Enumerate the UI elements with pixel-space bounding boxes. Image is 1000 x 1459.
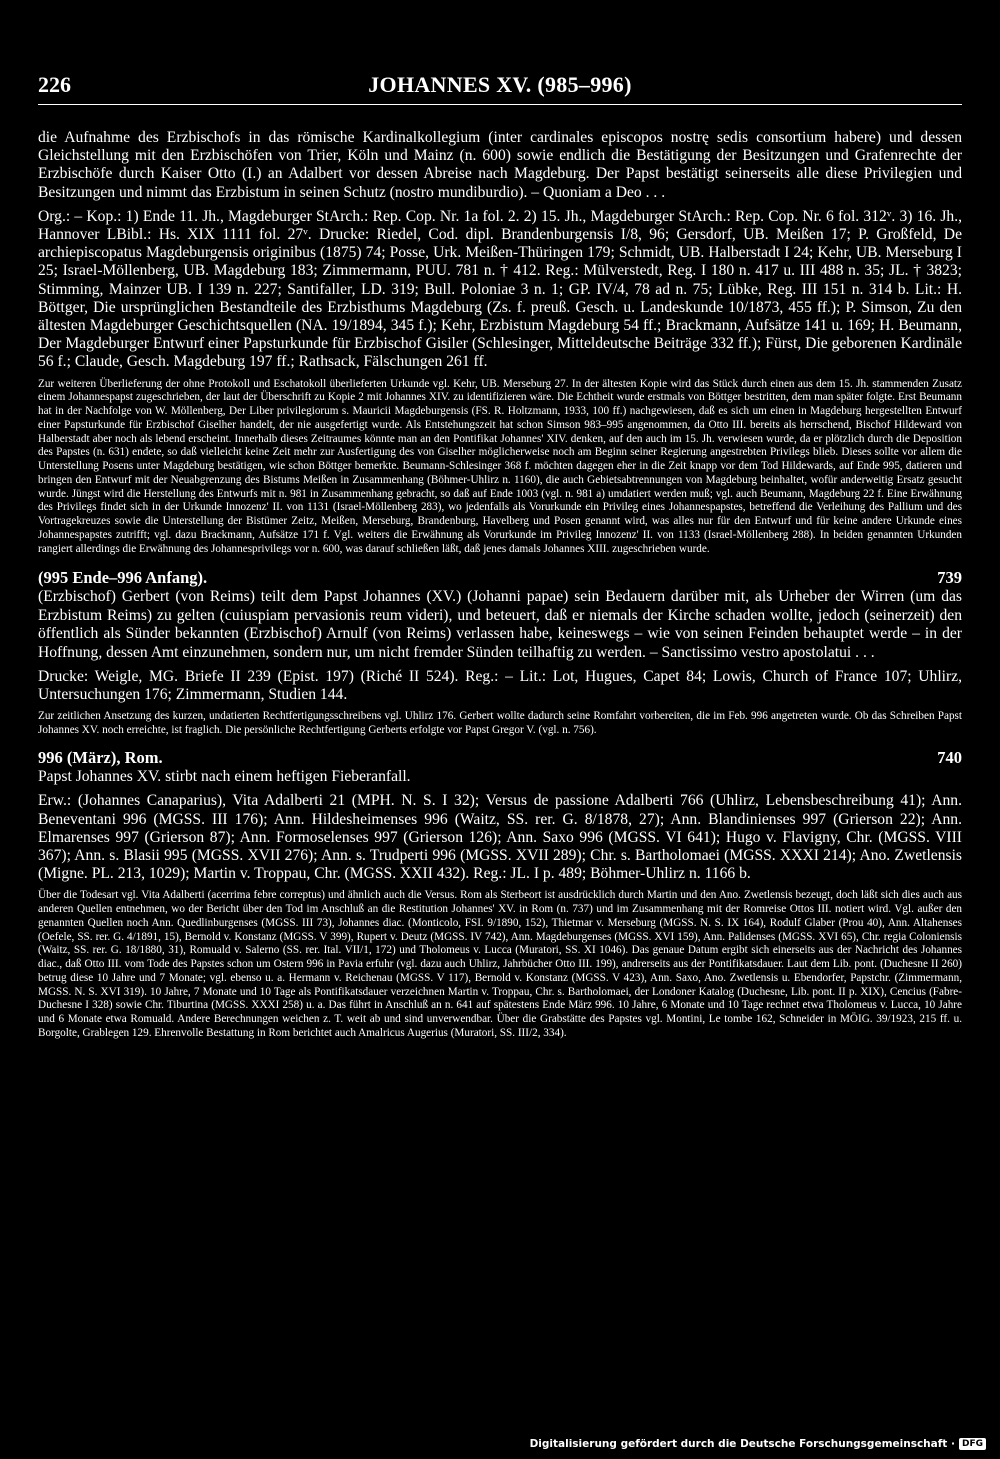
dfg-logo: DFG xyxy=(959,1438,986,1450)
running-title: JOHANNES XV. (985–996) xyxy=(368,72,632,97)
commentary: Zur weiteren Überlieferung der ohne Protokoll und Eschatokoll überlieferten Urkunde vgl. Kehr, UB. Merseburg 27. In der ältesten Kopie wird das Stück durch einen aus dem 15. Jh. stammenden Zusatz einem Johannespapst zugeschrieben, der laut der Überschrift zu Kopie 2 mit Johannes XIV. zu identifizieren wäre. Die Echtheit wurde erstmals von Böttger bestritten, dem man später folgte. Erst Beumann hat in der Nachfolge von W. Möllenberg, Der Liber privilegiorum s. Mauricii Magdeburgensis (FS. R. Holtzmann, 1933, 100 ff.) nachgewiesen, daß es sich um einen in Magdeburg hergestellten Entwurf einer Papsturkunde für Erzbischof Giselher handelt, der nie ausgefertigt wurde. Als Entstehungszeit hat schon Simson 983–995 angenommen, da Otto III. bereits als herrschend, Bischof Hildeward von Halberstadt aber noch als lebend erscheint. Innerhalb dieses Zeitraumes könnte man an den Pontifikat Johannes' XIV. denken, auf den auch im 15. Jh. verwiesen wurde, da er plötzlich durch die Deposition des Papstes (n. 631) endete, so daß vielleicht keine Zeit mehr zur Ausfertigung des von Giselher möglicherweise noch am Beginn seiner Regierung angestrebten Privilegs blieb. Dieses sollte vor allem die Unterstellung Posens unter Magdeburg bestätigen, wie schon Böttger bemerkte. Beumann-Schlesinger 368 f. möchten dagegen eher in die Zeit knapp vor dem Tod Hildewards, auf Ende 995, datieren und bringen den Entwurf mit der Neuabgrenzung des Bistums Meißen in Zusammenhang (Böhmer-Uhlirz n. 1160), die auch Gebietsabtrennungen von Magdeburg beinhaltet, wofür anderweitig Ersatz gesucht wurde. Jüngst wird die Herstellung des Entwurfs mit n. 981 in Zusammenhang gebracht, so daß auf Ende 1003 (vgl. n. 981 a) umdatiert werden muß; vgl. auch Beumann, Magdeburg 22 f. Eine Erwähnung des Privilegs findet sich in der Urkunde Innozenz' II. von 1131 (Israel-Möllenberg 283), wo jedenfalls als Vorurkunde ein Privileg eines Johannespapstes, betreffend die Verleihung des Pallium und des Vortragekreuzes sowie die Unterstellung der Bistümer Zeitz, Meißen, Merseburg, Brandenburg, Havelberg und Posen genannt wird, was alles nur für den Entwurf und für keine andere Urkunde eines Johannespapstes zutrifft; vgl. dazu Brackmann, Aufsätze 171 f. Vgl. weiters die Erwähnung als Vorurkunde im Privileg Innozenz' II. von 1133 (Israel-Möllenberg 288). In beiden genannten Urkunden rangiert allerdings die Erwähnung des Johannesprivilegs vor n. 600, was darauf schließen läßt, daß jenes damals Johannes XIII. zugeschrieben wurde. xyxy=(38,377,962,555)
sources-and-literature: Org.: – Kop.: 1) Ende 11. Jh., Magdeburger StArch.: Rep. Cop. Nr. 1a fol. 2. 2) 15. Jh., Magdeburger StArch.: Rep. Cop. Nr. 6 fol. 312ᵛ. 3) 16. Jh., Hannover LBibl.: Hs. XIX 1111 fol. 27ᵛ. Drucke: Riedel, Cod. dipl. Brandenburgensis I/8, 96; Gersdorf, UB. Meißen 17; P. Großfeld, De archiepiscopatus Magdeburgensis originibus (1875) 74; Posse, Urk. Meißen-Thüringen 179; Schmidt, UB. Halberstadt I 24; Kehr, UB. Merseburg I 25; Israel-Möllenberg, UB. Magdeburg 183; Zimmermann, PUU. 781 n. † 412. Reg.: Mülverstedt, Reg. I 180 n. 417 u. III 488 n. 35; JL. † 3823; Stimming, Mainzer UB. I 139 n. 227; Santifaller, LD. 319; Bull. Poloniae 3 n. 1; GP. IV/4, 78 ad n. 75; Lübke, Reg. III 151 n. 314 b. Lit.: H. Böttger, Die ursprünglichen Bestandteile des Erzbisthums Magdeburg (Zs. f. preuß. Gesch. u. Landeskunde 10/1873, 455 ff.); P. Simson, Zu den ältesten Magdeburger Geschichtsquellen (NA. 19/1894, 345 f.); Kehr, Erzbistum Magdeburg 54 ff.; Brackmann, Aufsätze 141 u. 169; H. Beumann, Der Magdeburger Entwurf einer Papsturkunde für Erzbischof Gisiler (Schlesinger, Mitteldeutsche Beiträge 332 ff.); Fürst, Die geborenen Kardinäle 56 f.; Claude, Gesch. Magdeburg 197 ff.; Rathsack, Fälschungen 261 ff. xyxy=(38,207,962,371)
digitization-footer xyxy=(530,1438,986,1450)
page-content xyxy=(38,129,962,1041)
regest-739 xyxy=(38,568,962,738)
regest-text: Papst Johannes XV. stirbt nach einem heftigen Fieberanfall. xyxy=(38,767,411,785)
footer-text: Digitalisierung gefördert durch die Deutsche Forschungsgemeinschaft · xyxy=(529,1438,955,1450)
header-rule xyxy=(38,104,962,105)
regest-text: (Erzbischof) Gerbert (von Reims) teilt dem Papst Johannes (XV.) (Johanni papae) sein Bedauern darüber mit, als Urheber der Wirren (um das Erzbistum Reims) zu gelten (cuiuspiam pervasionis reum videri), und beteuert, daß er niemals der Kirche schaden wollte, jedoch (seinerzeit) den öffentlich als Sünder bekannten (Erzbischof) Arnulf (von Reims) verlassen habe, keineswegs – wie von seinen Feinden behauptet werde – in der Hoffnung, dessen Amt einzunehmen, sondern nur, um nicht fremder Sünden teilhaftig zu werden. – Sanctissimo vestro apostolatui . . . xyxy=(38,588,962,661)
regest-date: (995 Ende–996 Anfang). xyxy=(38,568,208,588)
regest-text: die Aufnahme des Erzbischofs in das römische Kardinalkollegium (inter cardinales episcopos nostrę sedis consortium habere) und dessen Gleichstellung mit den Erzbischöfen von Trier, Köln und Mainz (n. 600) sowie endlich die Bestätigung der Besitzungen und Grafenrechte der Erzbischöfe durch Kaiser Otto (I.) an Adalbert vor dessen Abreise nach Magdeburg. Der Papst bestätigt seinerseits alle diese Privilegien und Besitzungen und nimmt das Erzbistum in seinen Schutz (nostro mundiburdio). – Quoniam a Deo . . . xyxy=(38,129,962,201)
page-header xyxy=(38,72,962,106)
regest-738-continuation xyxy=(38,129,962,556)
regest-date: 996 (März), Rom. xyxy=(38,747,163,767)
regest-number: 740 xyxy=(937,747,962,767)
regest-heading xyxy=(38,748,962,768)
sources-and-literature: Erw.: (Johannes Canaparius), Vita Adalberti 21 (MPH. N. S. I 32); Versus de passione Adalberti 766 (Uhlirz, Lebensbeschreibung 41); Ann. Beneventani 996 (MGSS. III 176); Ann. Hildesheimenses 996 (Waitz, SS. rer. G. 8/1878, 27); Ann. Blandinienses 997 (Grierson 22); Ann. Elmarenses 997 (Grierson 87); Ann. Formoselenses 997 (Grierson 126); Ann. Saxo 996 (MGSS. VI 641); Hugo v. Flavigny, Chr. (MGSS. VIII 367); Ann. s. Blasii 995 (MGSS. XVII 276); Ann. s. Trudperti 996 (MGSS. XVII 289); Chr. s. Bartholomaei (MGSS. XXXI 214); Ano. Zwetlensis (Migne. PL. 213, 1029); Martin v. Troppau, Chr. (MGSS. XXII 432). Reg.: JL. I p. 489; Böhmer-Uhlirz n. 1166 b. xyxy=(38,792,962,883)
commentary: Zur zeitlichen Ansetzung des kurzen, undatierten Rechtfertigungsschreibens vgl. Uhlirz 176. Gerbert wollte dadurch seine Romfahrt vorbereiten, die im Feb. 996 angetreten wurde. Ob das Schreiben Papst Johannes XV. noch erreichte, ist fraglich. Die persönliche Rechtfertigung Gerberts erfolgte vor Papst Gregor V. (vgl. n. 756). xyxy=(38,710,962,737)
regest-heading xyxy=(38,568,962,588)
page-number: 226 xyxy=(38,72,71,97)
sources-and-literature: Drucke: Weigle, MG. Briefe II 239 (Epist. 197) (Riché II 524). Reg.: – Lit.: Lot, Hugues, Capet 84; Lowis, Church of France 107; Uhlirz, Untersuchungen 176; Zimmermann, Studien 144. xyxy=(38,668,962,704)
commentary: Über die Todesart vgl. Vita Adalberti (acerrima febre correptus) und ähnlich auch die Versus. Rom als Sterbeort ist ausdrücklich durch Martin und den Ano. Zwetlensis bezeugt, doch läßt sich dies auch aus anderen Quellen entnehmen, wo der Bericht über den Tod im Anschluß an die Restitution Johannes' XV. in Rom (n. 737) und im Zusammenhang mit der Romreise Ottos III. notiert wird. Vgl. außer den genannten Quellen noch Ann. Quedlinburgenses (MGSS. III 73), Johannes diac. (Monticolo, FSI. 9/1890, 152), Thietmar v. Merseburg (MGSS. N. S. IX 164), Rodulf Glaber (Prou 40), Ann. Altahenses (Oefele, SS. rer. G. 4/1891, 15), Bernold v. Konstanz (MGSS. V 399), Rupert v. Deutz (MGSS. IV 742), Ann. Magdeburgenses (MGSS. XVI 159), Ann. Palidenses (MGSS. XVI 65), Chr. regia Coloniensis (Waitz, SS. rer. G. 18/1880, 31), Romuald v. Salerno (SS. rer. Ital. VII/1, 172) und Tholomeus v. Lucca (Muratori, SS. XI 1046). Das genaue Datum ergibt sich einerseits aus der Nachricht des Johannes diac., daß Otto III. vom Tode des Papstes schon um Ostern 996 in Pavia erfuhr (vgl. dazu auch Uhlirz, Jahrbücher Otto III. 199), andrerseits aus der Pontifikatsdauer. Laut dem Lib. pont. (Duchesne II 260) betrug diese 10 Jahre und 7 Monate; vgl. ebenso u. a. Hermann v. Reichenau (MGSS. V 117), Bernold v. Konstanz (MGSS. V 423), Ann. Saxo, Ano. Zwetlensis u. Ebendorfer, Papstchr. (Zimmermann, MGSS. N. S. XVI 319). 10 Jahre, 7 Monate und 10 Tage als Pontifikatsdauer verzeichnen Martin v. Troppau, Chr. s. Bartholomaei, der Londoner Katalog (Duchesne, Lib. pont. II p. XIX), Cencius (Fabre-Duchesne I 328) sowie Chr. Tiburtina (MGSS. XXXI 258) u. a. Das führt in Anschluß an n. 641 auf spätestens Ende März 996. 10 Jahre, 6 Monate und 10 Tage rechnet etwa Tholomeus v. Lucca, 10 Jahre und 6 Monate etwa Romuald. Andere Berechnungen weichen z. T. weit ab und sind unverwendbar. Über die Grabstätte des Papstes vgl. Montini, Le tombe 162, Schneider in MÖIG. 39/1923, 215 ff. u. Borgolte, Grablegen 129. Ehrenvolle Bestattung in Rom berichtet auch Amalricus Augerius (Muratori, SS. III/2, 334). xyxy=(38,889,962,1039)
regest-740 xyxy=(38,748,962,1041)
regest-number: 739 xyxy=(937,568,962,588)
